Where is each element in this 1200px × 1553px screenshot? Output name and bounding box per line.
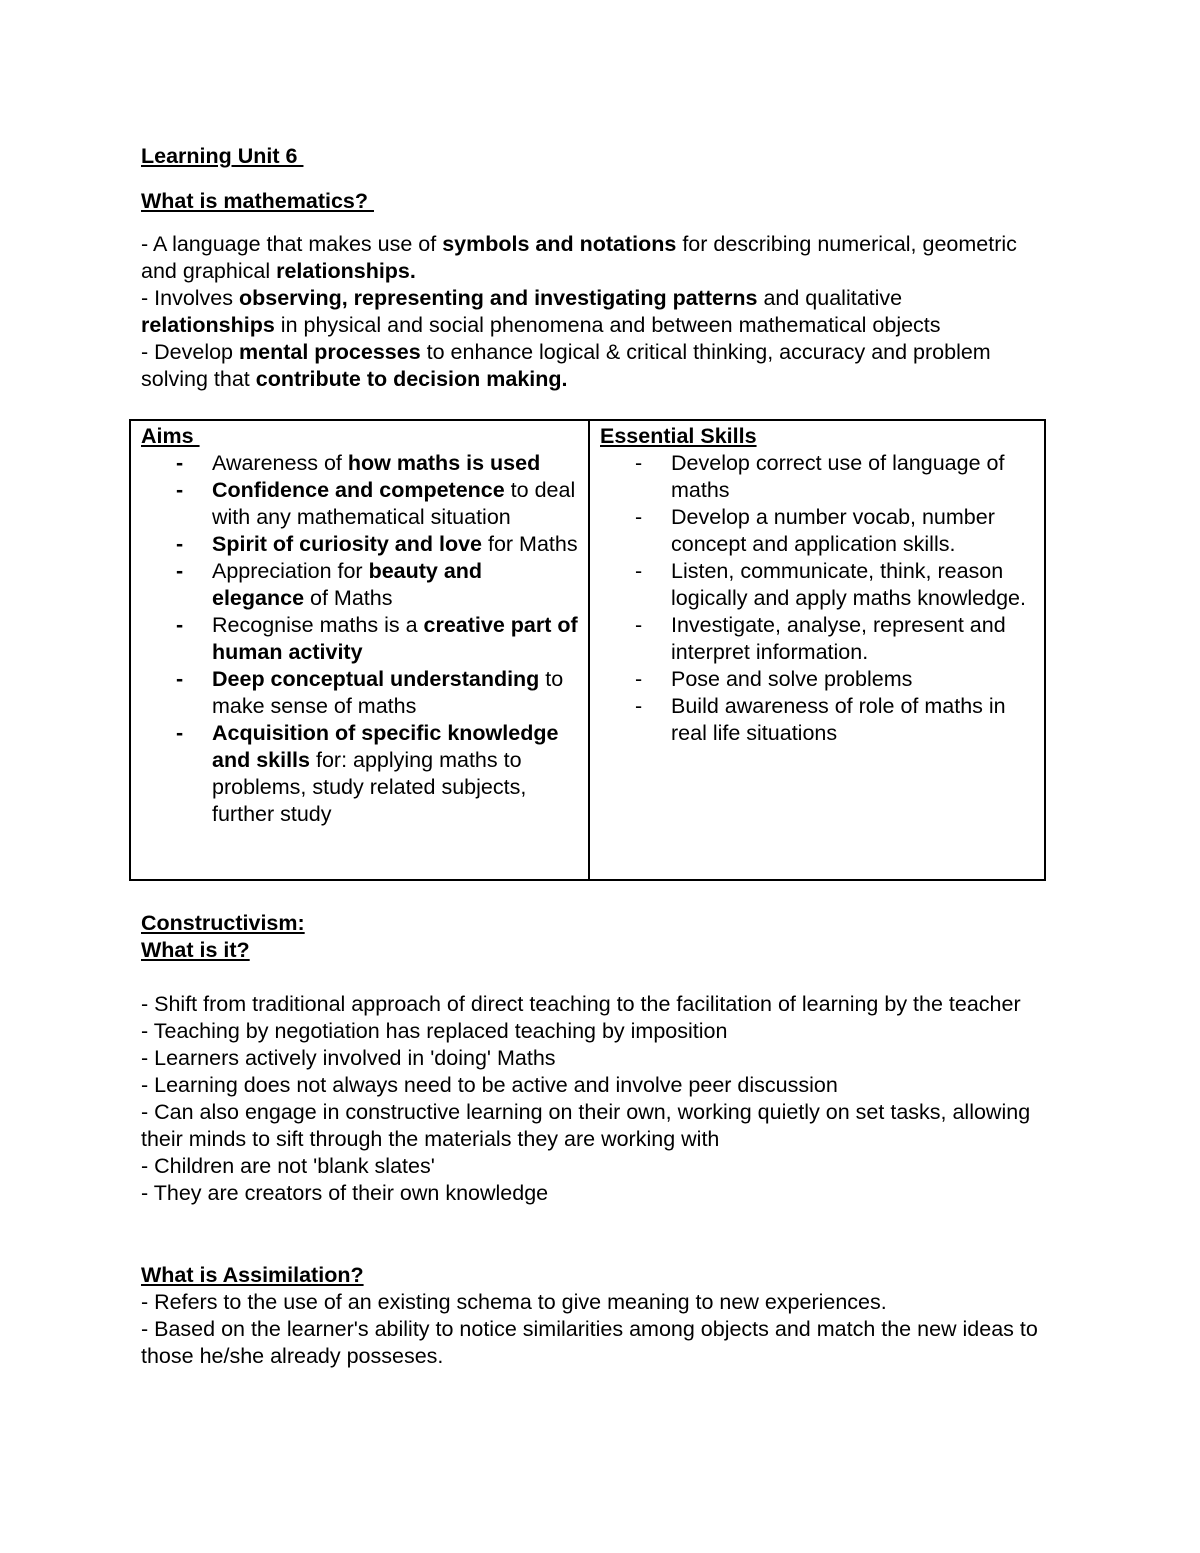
bullet-dash: -: [176, 532, 184, 556]
aims-list-item: - Deep conceptual understanding to make sense of maths: [176, 667, 564, 718]
aims-header: Aims: [141, 424, 200, 448]
constructivism-point: - Teaching by negotiation has replaced teaching by imposition: [141, 1019, 728, 1043]
intro-line-3: - Develop mental processes to enhance logical & critical thinking, accuracy and problem solving that contribute to decision making.: [141, 340, 991, 391]
assimilation-section: [141, 1262, 1041, 1370]
constructivism-point: - They are creators of their own knowledge: [141, 1181, 549, 1205]
skills-list-item: - Develop a number vocab, number concept and application skills.: [635, 505, 995, 556]
intro-paragraph: [141, 231, 1041, 393]
skills-list-item: - Develop correct use of language of maths: [635, 451, 1005, 502]
constructivism-point: - Can also engage in constructive learning on their own, working quietly on set tasks, allowing their minds to sift through the materials they are working with: [141, 1100, 1031, 1151]
skills-list-item: - Investigate, analyse, represent and interpret information.: [635, 613, 1006, 664]
section-heading-what-is-mathematics: What is mathematics?: [141, 189, 374, 213]
aims-list-item: - Recognise maths is a creative part of human activity: [176, 613, 578, 664]
skills-list: [600, 450, 1034, 747]
intro-line-2: - Involves observing, representing and investigating patterns and qualitative relationships in physical and social phenomena and between mathematical objects: [141, 286, 941, 337]
aims-list-item: - Spirit of curiosity and love for Maths: [176, 532, 578, 556]
constructivism-section: [141, 910, 1041, 1207]
bullet-dash: -: [635, 694, 643, 718]
constructivism-point: - Children are not 'blank slates': [141, 1154, 435, 1178]
constructivism-point: - Learners actively involved in 'doing' Maths: [141, 1046, 556, 1070]
aims-list-item: - Acquisition of specific knowledge and skills for: applying maths to problems, study related subjects, further study: [176, 721, 559, 826]
skills-list-item: - Pose and solve problems: [635, 667, 913, 691]
spacer: [141, 964, 1041, 991]
intro-line-1: - A language that makes use of symbols and notations for describing numerical, geometric and graphical relationships.: [141, 232, 1017, 283]
assimilation-point: - Refers to the use of an existing schema to give meaning to new experiences.: [141, 1290, 887, 1314]
bullet-dash: -: [635, 559, 643, 583]
constructivism-points: [141, 991, 1041, 1207]
bullet-dash: -: [635, 451, 643, 475]
bullet-dash: -: [176, 559, 184, 583]
assimilation-heading: What is Assimilation?: [141, 1263, 364, 1287]
aims-list-item: - Appreciation for beauty and elegance of Maths: [176, 559, 483, 610]
assimilation-points: [141, 1289, 1041, 1370]
bullet-dash: -: [635, 613, 643, 637]
aims-skills-table: [129, 419, 1046, 881]
bullet-dash: -: [176, 451, 184, 475]
constructivism-point: - Shift from traditional approach of direct teaching to the facilitation of learning by the teacher: [141, 992, 1021, 1016]
skills-column: [590, 421, 1044, 879]
bullet-dash: -: [176, 667, 184, 691]
skills-list-item: - Build awareness of role of maths in real life situations: [635, 694, 1006, 745]
aims-list-item: - Confidence and competence to deal with any mathematical situation: [176, 478, 576, 529]
skills-list-item: - Listen, communicate, think, reason logically and apply maths knowledge.: [635, 559, 1026, 610]
bullet-dash: -: [176, 721, 184, 745]
bullet-dash: -: [176, 613, 184, 637]
aims-column: [131, 421, 590, 879]
constructivism-point: - Learning does not always need to be active and involve peer discussion: [141, 1073, 838, 1097]
bullet-dash: -: [635, 667, 643, 691]
bullet-dash: -: [176, 478, 184, 502]
skills-header: Essential Skills: [600, 424, 757, 448]
constructivism-heading: Constructivism:: [141, 911, 305, 935]
constructivism-subheading: What is it?: [141, 938, 250, 962]
aims-list-item: - Awareness of how maths is used: [176, 451, 541, 475]
assimilation-point: - Based on the learner's ability to notice similarities among objects and match the new ideas to those he/she already posseses.: [141, 1317, 1038, 1368]
bullet-dash: -: [635, 505, 643, 529]
aims-list: [141, 450, 578, 828]
page-title: Learning Unit 6: [141, 144, 304, 168]
